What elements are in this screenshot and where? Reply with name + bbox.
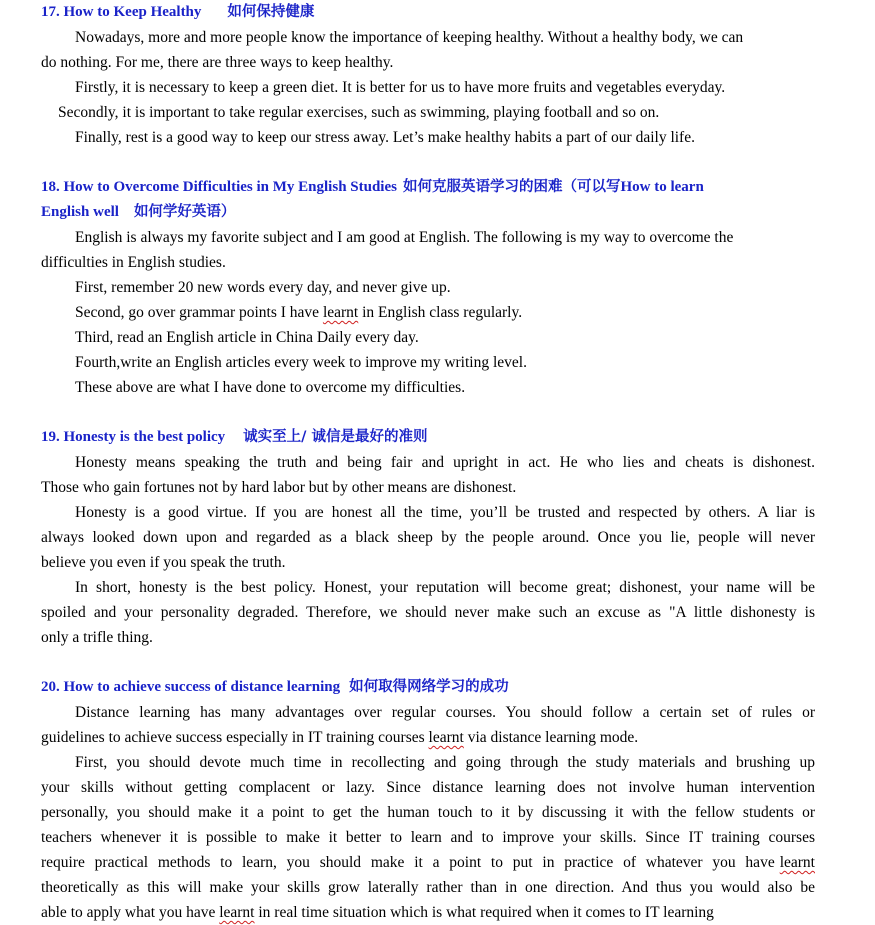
paragraph-line: Secondly, it is important to take regular exercises, such as swimming, playing football and so on. (58, 104, 660, 121)
section-title-cn: 如何学好英语） (133, 204, 236, 220)
section-title-cn: 诚实至上/ 诚信是最好的准则 (243, 429, 428, 445)
text-run: in English class regularly. (362, 304, 523, 321)
section-19-heading (41, 425, 815, 450)
paragraph-line: Fourth,write an English articles every week to improve my writing level. (75, 354, 527, 371)
spellcheck-word: learnt (428, 729, 464, 746)
document-page (41, 0, 815, 925)
section-18-heading (41, 175, 815, 200)
paragraph-line: First, you should devote much time in recollecting and going through the study materials and brushing up (75, 754, 815, 771)
section-title-en: 19. Honesty is the best policy (41, 429, 226, 445)
section-title-cn: 如何克服英语学习的困难（可以写 (402, 179, 621, 195)
paragraph-line: spoiled and your personality degraded. Therefore, we should never make such an excuse as "A little dishonesty is (41, 604, 815, 621)
paragraph-line: English is always my favorite subject and I am good at English. The following is my way to overcome the (75, 229, 734, 246)
text-run: guidelines to achieve success especially in IT training courses (41, 729, 425, 746)
spellcheck-word: learnt (779, 854, 815, 871)
paragraph-line: difficulties in English studies. (41, 254, 226, 271)
text-run: require practical methods to learn, you should make it a point to put in practice of whatever you have (41, 854, 775, 871)
section-title-en: 17. How to Keep Healthy (41, 4, 202, 20)
paragraph-line: only a trifle thing. (41, 629, 153, 646)
section-title-en: 20. How to achieve success of distance learning (41, 679, 341, 695)
section-title-cn: 如何取得网络学习的成功 (349, 679, 509, 695)
paragraph-line: Finally, rest is a good way to keep our stress away. Let’s make healthy habits a part of our daily life. (75, 129, 695, 146)
paragraph-line: These above are what I have done to overcome my difficulties. (75, 379, 466, 396)
paragraph-line: First, remember 20 new words every day, and never give up. (75, 279, 451, 296)
paragraph-line: personally, you should make it a point to get the human touch to it by discussing it with the fellow students or (41, 804, 815, 821)
section-17-heading (41, 0, 815, 25)
paragraph-line: Third, read an English article in China Daily every day. (75, 329, 419, 346)
paragraph-line: Honesty means speaking the truth and being fair and upright in act. He who lies and cheats is dishonest. (75, 454, 815, 471)
paragraph-line (41, 900, 815, 925)
paragraph-line: believe you even if you speak the truth. (41, 554, 286, 571)
section-18-heading-cont (41, 200, 815, 225)
text-run: via distance learning mode. (467, 729, 639, 746)
paragraph-line: Firstly, it is necessary to keep a green diet. It is better for us to have more fruits and vegetables everyday. (75, 79, 726, 96)
section-title-en-alt: English well (41, 204, 119, 220)
text-run: able to apply what you have (41, 904, 216, 921)
text-run: in real time situation which is what required when it comes to IT learning (258, 904, 714, 921)
paragraph-line: do nothing. For me, there are three ways to keep healthy. (41, 54, 394, 71)
spellcheck-word: learnt (322, 304, 359, 321)
paragraph-line: theoretically as this will make your skills grow laterally rather than in one direction. And thus you would also be (41, 879, 815, 896)
section-title-cn: 如何保持健康 (227, 4, 315, 20)
paragraph-line: always looked down upon and regarded as a black sheep by the people around. Once you lie, people will never (41, 529, 815, 546)
text-run: Second, go over grammar points I have (75, 304, 320, 321)
paragraph-line: Honesty is a good virtue. If you are honest all the time, you’ll be trusted and respected by others. A liar is (75, 504, 815, 521)
paragraph-line: teachers whenever it is possible to make it better to learn and to improve your skills. Since IT training courses (41, 829, 815, 846)
paragraph-line: In short, honesty is the best policy. Honest, your reputation will become great; dishonest, your name will be (75, 579, 815, 596)
paragraph-line: Distance learning has many advantages over regular courses. You should follow a certain set of rules or (75, 704, 815, 721)
paragraph-line: Those who gain fortunes not by hard labor but by other means are dishonest. (41, 479, 517, 496)
paragraph-line (41, 725, 815, 750)
paragraph-line: your skills without getting complacent or lazy. Since distance learning does not involve human intervention (41, 779, 815, 796)
paragraph-line (41, 850, 815, 875)
spellcheck-word: learnt (219, 904, 255, 921)
section-title-en-alt: How to learn (620, 179, 704, 195)
paragraph-line (41, 300, 815, 325)
paragraph-line: Nowadays, more and more people know the importance of keeping healthy. Without a healthy body, we can (75, 29, 744, 46)
section-title-en: 18. How to Overcome Difficulties in My English Studies (41, 179, 397, 195)
section-20-heading (41, 675, 815, 700)
